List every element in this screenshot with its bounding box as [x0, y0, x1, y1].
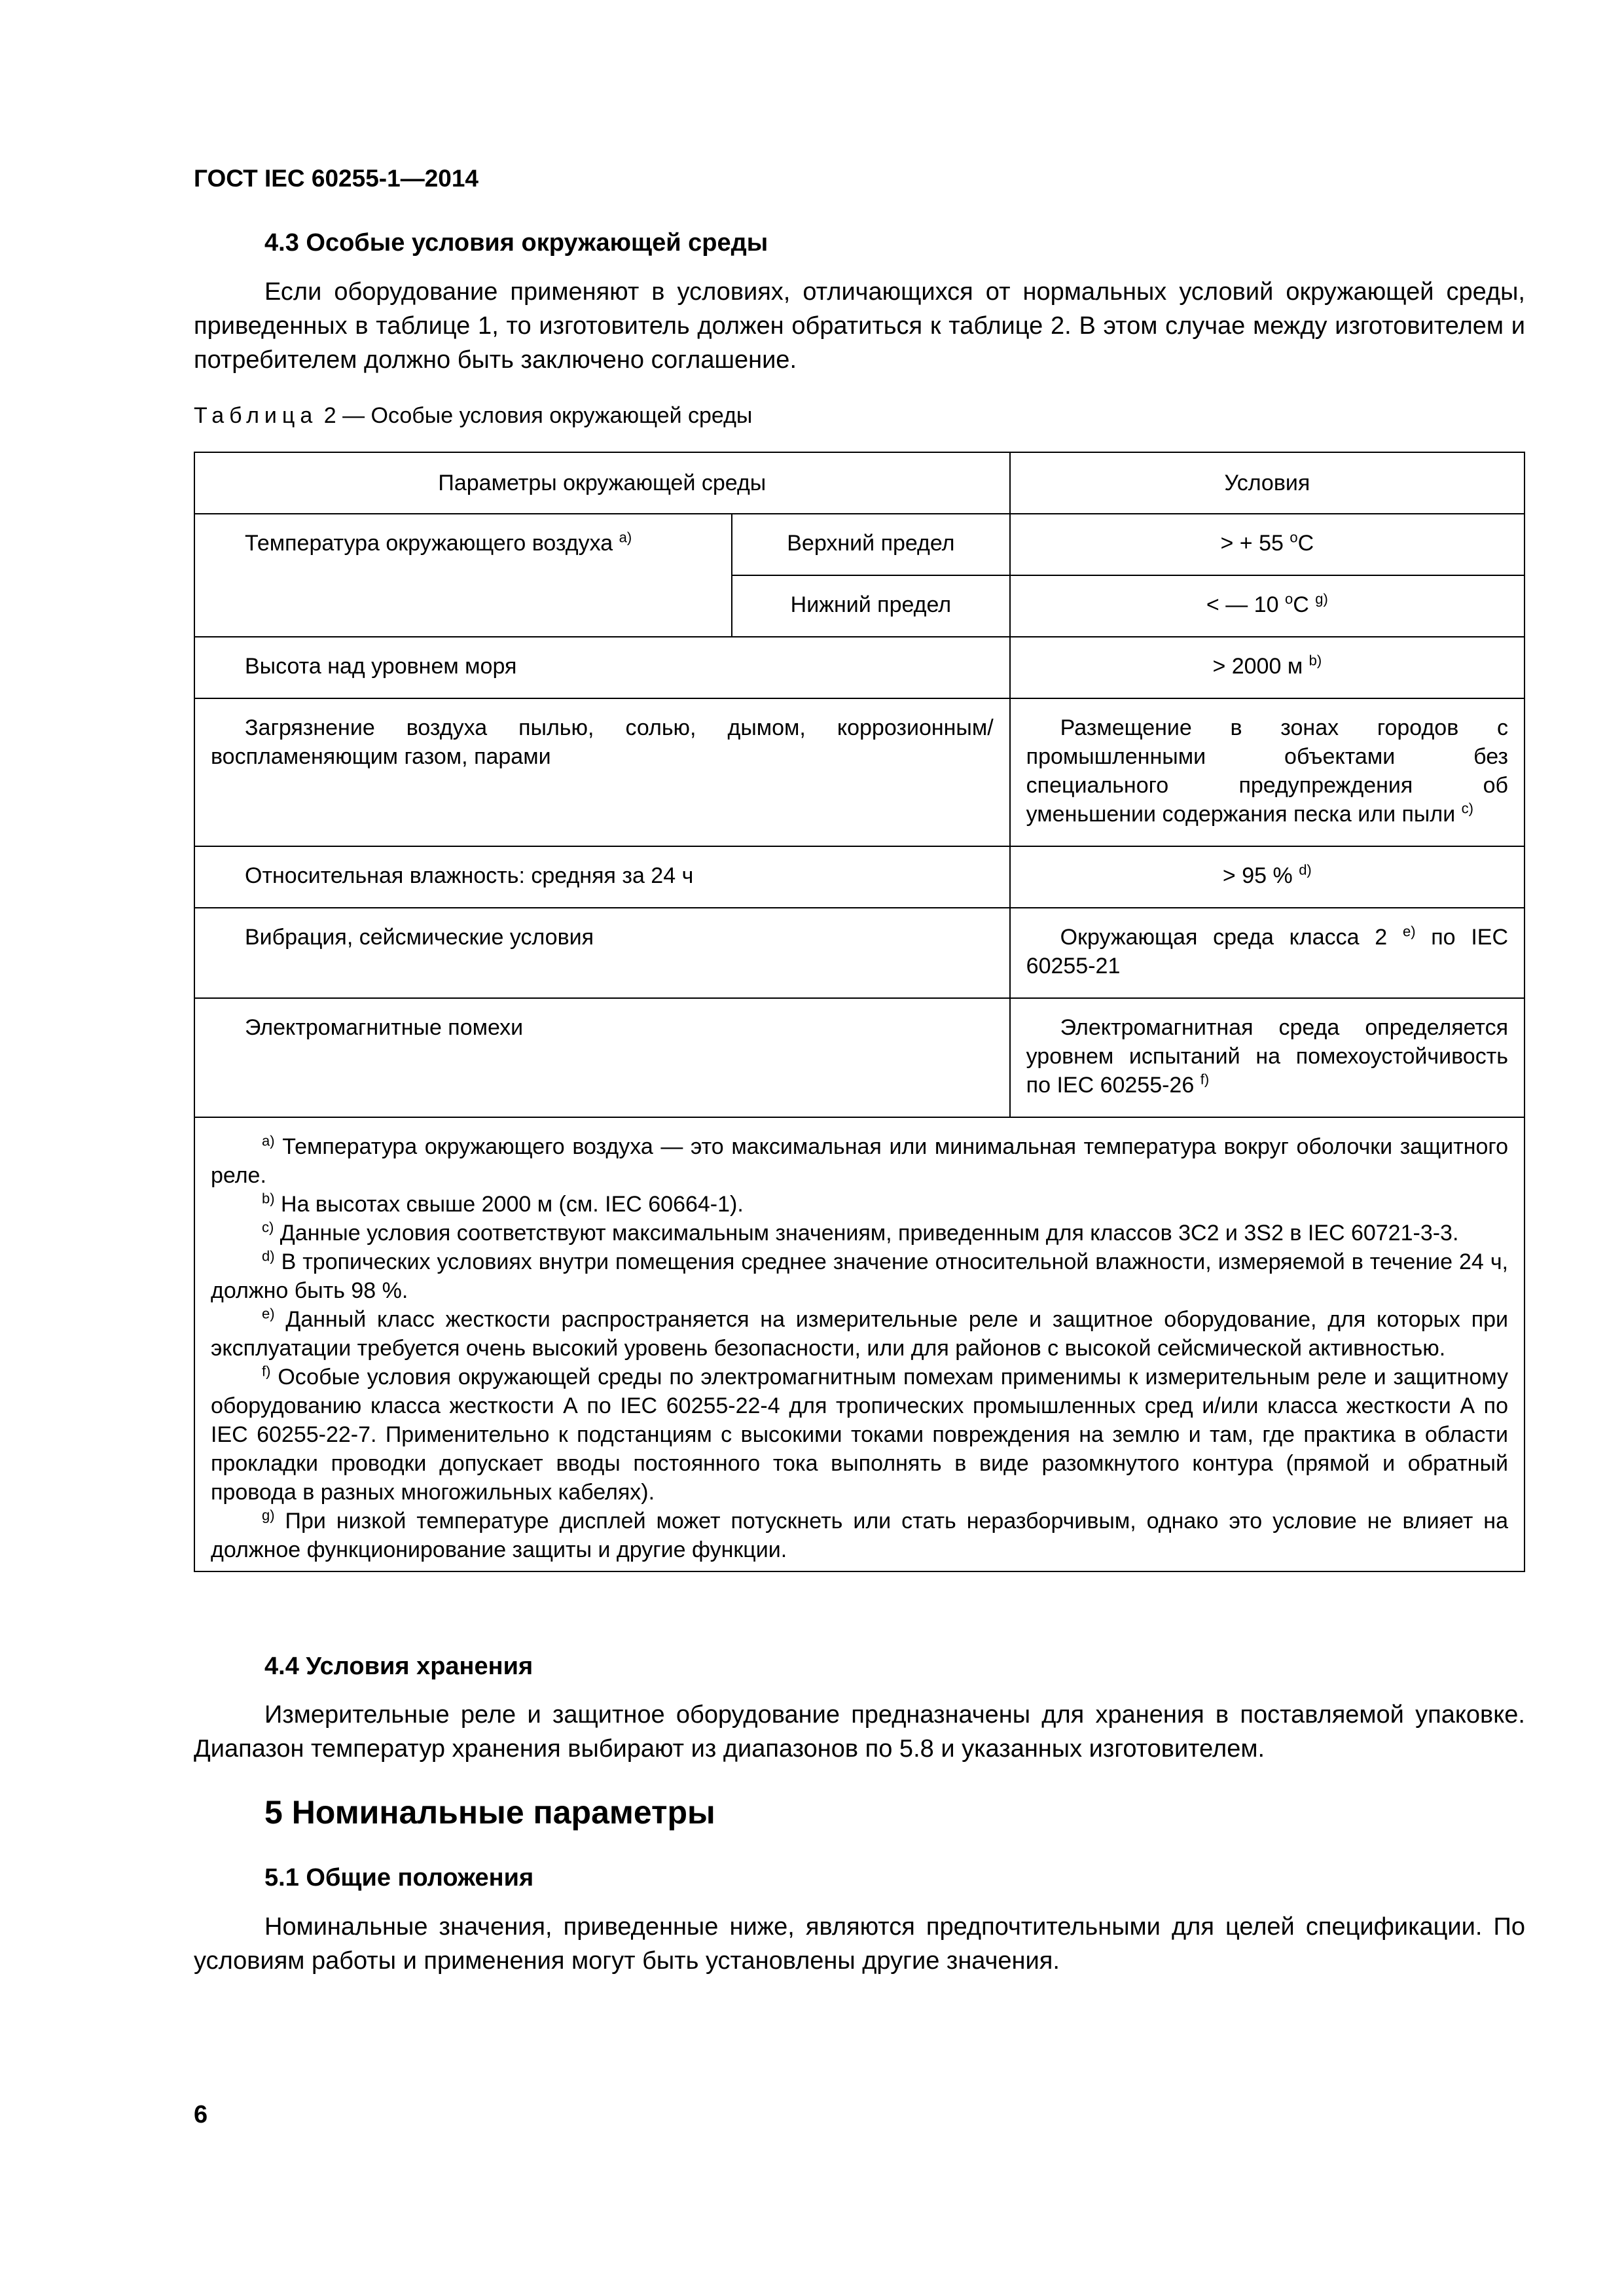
note-text: Особые условия окружающей среды по электромагнитным помехам применимы к измерительным реле и защитному оборудованию класса жесткости А по IEC 60255-22-4 для тропических промышленных сред и/или класса жесткости А по IEC 60255-22-7. Применительно к подстанциям с высокими токами повреждения на землю и там, где практика в области прокладки проводки допускает вводы постоянного тока выполнять в виде разомкнутого контура (прямой и обратный провода в разных многожильных кабелях). [211, 1365, 1508, 1505]
table-row [194, 998, 1525, 1117]
table-2-caption [194, 403, 752, 429]
footnote-mark: e) [262, 1305, 275, 1322]
footnote-mark: g) [262, 1507, 275, 1524]
section-4-3-paragraph: Если оборудование применяют в условиях, отличающихся от нормальных условий окружающей среды, приведенных в таблице 1, то изготовитель должен обратиться к таблице 2. В этом случае между изготовителем и потребителем должно быть заключено соглашение. [194, 278, 1525, 374]
footnote-mark: a) [619, 529, 632, 546]
note-text: На высотах свыше 2000 м (см. IEC 60664-1). [281, 1192, 744, 1217]
pollution-param: Загрязнение воздуха пылью, солью, дымом, коррозионным/воспламеняющим газом, парами [194, 698, 1010, 846]
footnote-mark: g) [1315, 590, 1328, 607]
pollution-value: Размещение в зонах городов с промышленными объектами без специального предупреждения об уменьшении содержания песка или пыли [1026, 715, 1508, 827]
table-header-row [194, 452, 1525, 514]
temp-upper-value: > + 55 [1220, 531, 1284, 556]
footnote-mark: f) [262, 1363, 271, 1380]
emc-param: Электромагнитные помехи [194, 998, 1010, 1117]
temp-lower-label: Нижний предел [732, 575, 1010, 637]
note-text: Температура окружающего воздуха — это максимальная или минимальная температура вокруг оболочки защитного реле. [211, 1134, 1508, 1188]
vibration-cell [1010, 908, 1525, 998]
section-4-3-heading: 4.3 Особые условия окружающей среды [264, 229, 768, 257]
footnote-mark: e) [1402, 923, 1416, 940]
document-header: ГОСТ IEC 60255-1—2014 [194, 165, 479, 192]
unit: C [1293, 592, 1309, 617]
footnote-mark: f) [1200, 1071, 1210, 1088]
pollution-cell [1010, 698, 1525, 846]
temp-param-cell [194, 514, 732, 637]
emc-value: Электромагнитная среда определяется уровнем испытаний на помехоустойчивость по IEC 60255-26 [1026, 1015, 1508, 1098]
humidity-cell [1010, 846, 1525, 908]
table-notes [194, 1117, 1525, 1571]
table-row [194, 514, 1525, 575]
note-text: Данные условия соответствуют максимальным значениям, приведенным для классов 3С2 и 3S2 в IEC 60721-3-3. [280, 1221, 1459, 1246]
altitude-param: Высота над уровнем моря [194, 637, 1010, 698]
table-row [194, 698, 1525, 846]
unit: C [1297, 531, 1314, 556]
footnote-mark: d) [1299, 861, 1312, 878]
table-note [211, 1507, 1508, 1564]
header-params: Параметры окружающей среды [194, 452, 1010, 514]
temp-upper-label: Верхний предел [732, 514, 1010, 575]
altitude-value: > 2000 м [1212, 654, 1303, 679]
footnote-mark: a) [262, 1132, 275, 1149]
humidity-param: Относительная влажность: средняя за 24 ч [194, 846, 1010, 908]
temp-lower-value: < — 10 [1206, 592, 1279, 617]
table-2 [194, 452, 1525, 1572]
section-5-1-heading: 5.1 Общие положения [264, 1864, 534, 1892]
table-note [211, 1219, 1508, 1247]
table-note [211, 1190, 1508, 1219]
table-note [211, 1247, 1508, 1305]
degree-mark: o [1290, 529, 1298, 546]
emc-cell [1010, 998, 1525, 1117]
temp-upper-cell [1010, 514, 1525, 575]
footnote-mark: d) [262, 1247, 275, 1265]
table-note [211, 1363, 1508, 1507]
footnote-mark: c) [262, 1219, 274, 1236]
table-caption-label: Таблица [194, 403, 318, 428]
note-text: При низкой температуре дисплей может потускнеть или стать неразборчивым, однако это условие не влияет на должное функционирование защиты и другие функции. [211, 1509, 1508, 1562]
section-5-1-paragraph: Номинальные значения, приведенные ниже, являются предпочтительными для целей спецификации. По условиям работы и применения могут быть установлены другие значения. [194, 1913, 1525, 1975]
footnote-mark: b) [1308, 652, 1322, 669]
vibration-value: Окружающая среда класса 2 [1060, 925, 1388, 950]
note-text: В тропических условиях внутри помещения среднее значение относительной влажности, измеряемой в течение 24 ч, должно быть 98 %. [211, 1249, 1508, 1303]
table-row [194, 908, 1525, 998]
humidity-value: > 95 % [1222, 863, 1293, 888]
table-note [211, 1305, 1508, 1363]
vibration-param: Вибрация, сейсмические условия [194, 908, 1010, 998]
altitude-cell [1010, 637, 1525, 698]
table-caption-title: 2 — Особые условия окружающей среды [317, 403, 753, 428]
section-5-heading: 5 Номинальные параметры [264, 1794, 715, 1831]
degree-mark: o [1284, 590, 1293, 607]
table-row [194, 846, 1525, 908]
temp-param: Температура окружающего воздуха [245, 531, 613, 556]
note-text: Данный класс жесткости распространяется на измерительные реле и защитное оборудование, для которых при эксплуатации требуется очень высокий уровень безопасности, или для районов с высокой сейсмической активностью. [211, 1307, 1509, 1361]
footnote-mark: c) [1461, 800, 1473, 817]
section-4-4-heading: 4.4 Условия хранения [264, 1653, 533, 1680]
table-note [211, 1132, 1508, 1190]
temp-lower-cell [1010, 575, 1525, 637]
table-row [194, 637, 1525, 698]
header-conditions: Условия [1010, 452, 1525, 514]
section-4-4-paragraph: Измерительные реле и защитное оборудование предназначены для хранения в поставляемой упаковке. Диапазон температур хранения выбирают из диапазонов по 5.8 и указанных изготовителем. [194, 1701, 1525, 1763]
page-number: 6 [194, 2101, 208, 2128]
table-notes-row [194, 1117, 1525, 1571]
vibration-standard: по IEC 60255-21 [1026, 925, 1508, 978]
footnote-mark: b) [262, 1190, 275, 1207]
